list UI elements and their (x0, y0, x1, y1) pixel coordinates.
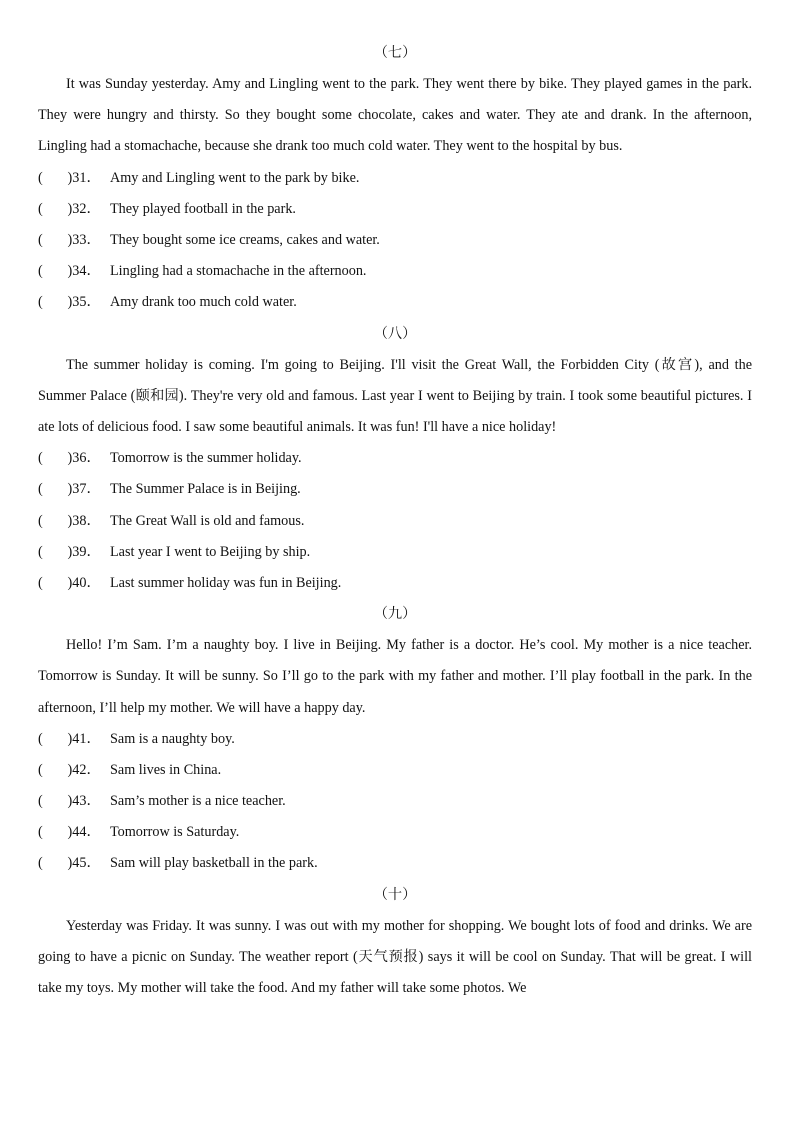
statement-36: Tomorrow is the summer holiday. (110, 450, 302, 467)
statement-32: They played football in the park. (110, 200, 296, 217)
answer-bracket-45[interactable]: ( )45． (38, 855, 101, 872)
question-45 (38, 848, 752, 879)
statement-34: Lingling had a stomachache in the afternoon. (110, 263, 367, 280)
worksheet-page (38, 38, 752, 1004)
question-32 (38, 194, 752, 225)
statement-39: Last year I went to Beijing by ship. (110, 543, 311, 560)
question-39 (38, 537, 752, 568)
statement-45: Sam will play basketball in the park. (110, 855, 318, 872)
section-heading-9: （九） (373, 606, 417, 623)
question-38 (38, 506, 752, 537)
question-41 (38, 724, 752, 755)
question-33 (38, 225, 752, 256)
answer-bracket-36[interactable]: ( )36． (38, 450, 101, 467)
statement-44: Tomorrow is Saturday. (110, 824, 240, 841)
answer-bracket-32[interactable]: ( )32． (38, 200, 101, 217)
question-42 (38, 755, 752, 786)
question-35 (38, 287, 752, 318)
passage-10: Yesterday was Friday. It was sunny. I was out with my mother for shopping. We bought lots of food and drinks. We are going to have a picnic on Sunday. The weather report (天气预报) says it will be cool on Sunday. That will be great. I will take my toys. My mother will take the food. And my father will take some photos. We (38, 917, 752, 997)
statement-31: Amy and Lingling went to the park by bike. (110, 169, 360, 186)
answer-bracket-42[interactable]: ( )42． (38, 761, 101, 778)
answer-bracket-40[interactable]: ( )40． (38, 574, 101, 591)
question-44 (38, 817, 752, 848)
statement-43: Sam’s mother is a nice teacher. (110, 793, 286, 810)
answer-bracket-35[interactable]: ( )35． (38, 294, 101, 311)
statement-40: Last summer holiday was fun in Beijing. (110, 574, 342, 591)
answer-bracket-44[interactable]: ( )44． (38, 824, 101, 841)
answer-bracket-31[interactable]: ( )31． (38, 169, 101, 186)
section-heading-7: （七） (373, 45, 417, 61)
passage-8: The summer holiday is coming. I'm going to Beijing. I'll visit the Great Wall, the Forbidden City (故宫), and the Summer Palace (颐和园). They're very old and famous. Last year I went to Beijing by train. I took some beautiful pictures. I ate lots of delicious food. I saw some beautiful animals. It was fun! I'll have a nice holiday! (38, 356, 752, 435)
answer-bracket-38[interactable]: ( )38． (38, 512, 101, 529)
question-37 (38, 474, 752, 505)
section-heading-8: （八） (373, 325, 417, 342)
answer-bracket-39[interactable]: ( )39． (38, 543, 101, 560)
question-40 (38, 568, 752, 599)
statement-33: They bought some ice creams, cakes and water. (110, 231, 380, 248)
passage-7: It was Sunday yesterday. Amy and Lingling went to the park. They went there by bike. They played games in the park. They were hungry and thirsty. So they bought some chocolate, cakes and water. They ate and drank. In the afternoon, Lingling had a stomachache, because she drank too much cold water. They went to the hospital by bus. (38, 76, 752, 155)
statement-37: The Summer Palace is in Beijing. (110, 481, 301, 498)
answer-bracket-33[interactable]: ( )33． (38, 231, 101, 248)
answer-bracket-34[interactable]: ( )34． (38, 263, 101, 280)
statement-42: Sam lives in China. (110, 761, 222, 778)
question-34 (38, 256, 752, 287)
section-heading-10: （十） (373, 886, 417, 903)
question-36 (38, 443, 752, 474)
answer-bracket-43[interactable]: ( )43． (38, 793, 101, 810)
answer-bracket-37[interactable]: ( )37． (38, 481, 101, 498)
statement-41: Sam is a naughty boy. (110, 730, 235, 747)
answer-bracket-41[interactable]: ( )41． (38, 730, 101, 747)
passage-9: Hello! I’m Sam. I’m a naughty boy. I live in Beijing. My father is a doctor. He’s cool. My mother is a nice teacher. Tomorrow is Sunday. It will be sunny. So I’ll go to the park with my father and mother. I’ll play football in the park. In the afternoon, I’ll help my mother. We will have a happy day. (38, 637, 752, 716)
question-43 (38, 786, 752, 817)
statement-38: The Great Wall is old and famous. (110, 512, 305, 529)
question-31 (38, 163, 752, 194)
statement-35: Amy drank too much cold water. (110, 294, 297, 311)
